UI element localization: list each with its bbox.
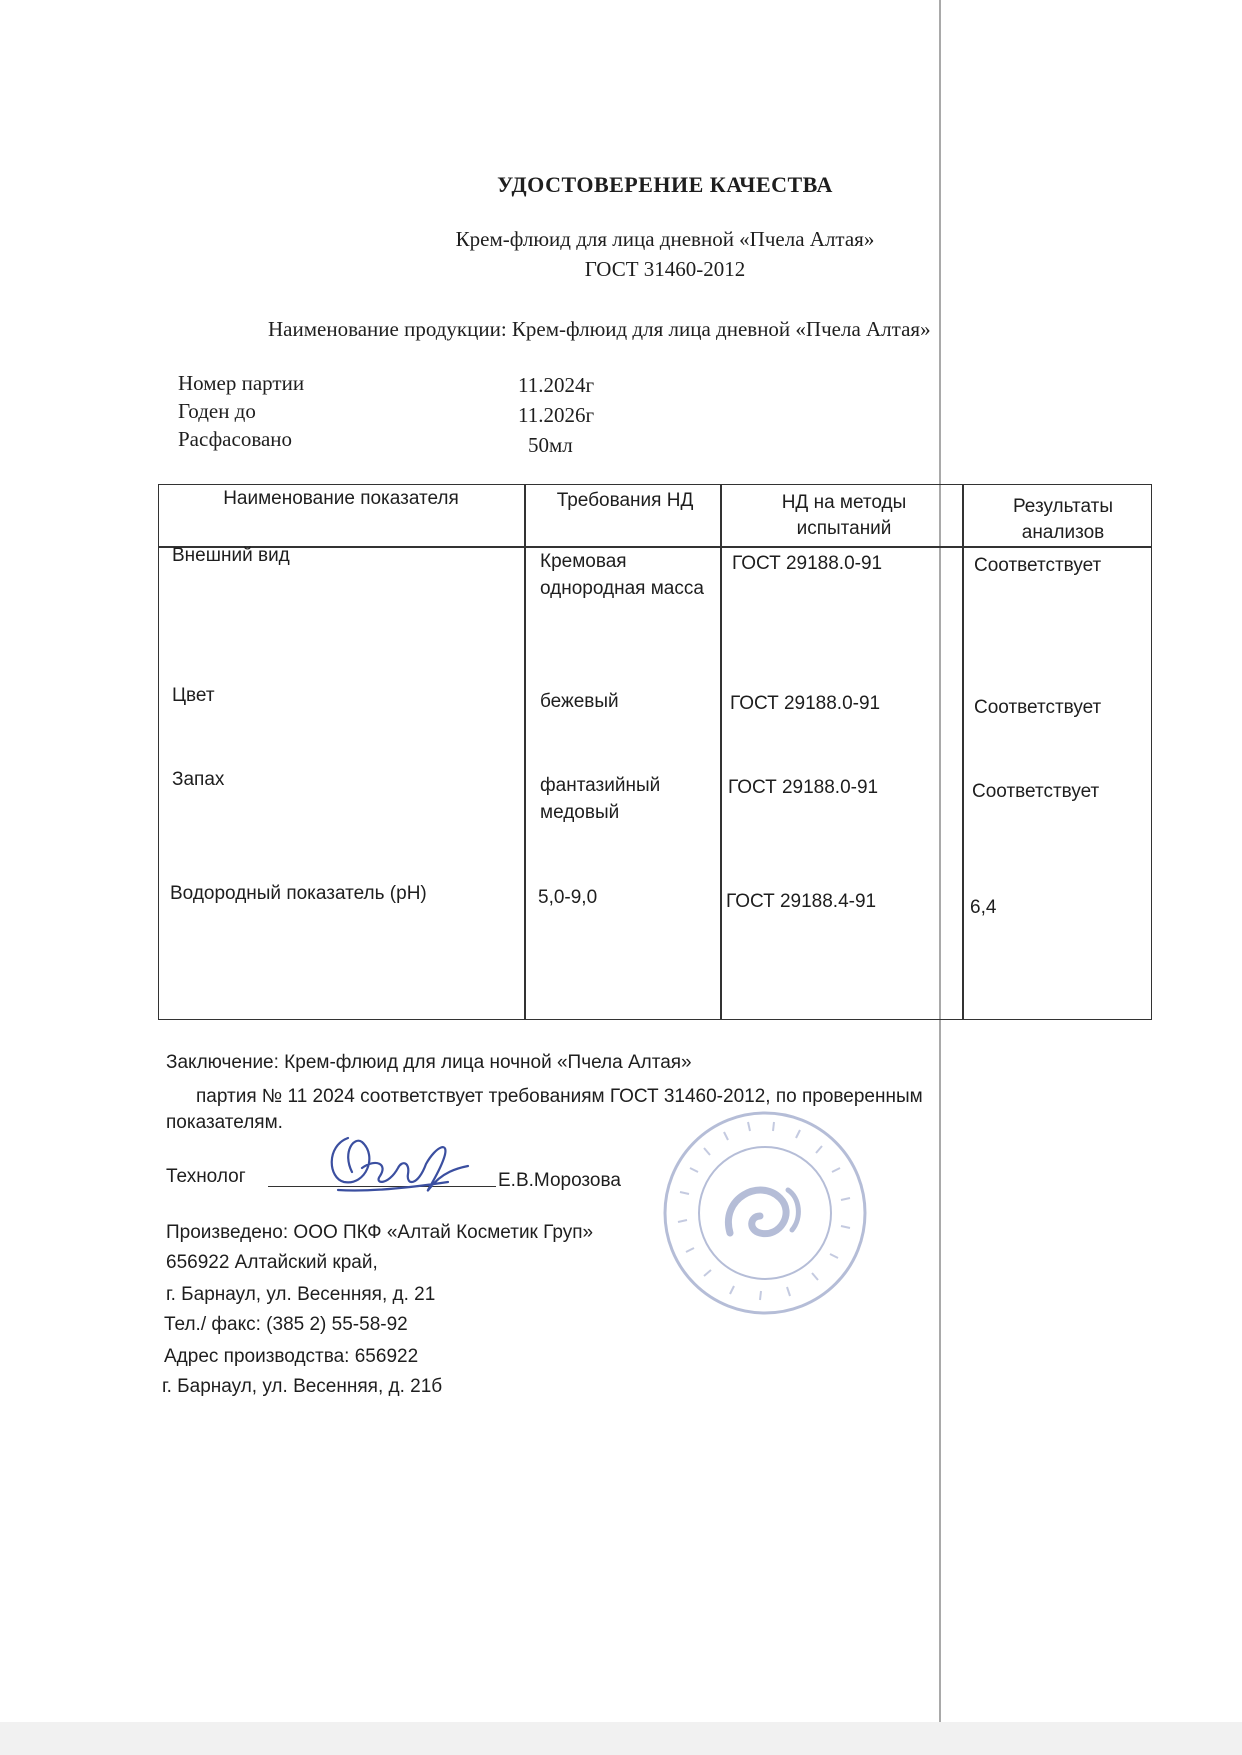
table-cell: ГОСТ 29188.0-91 bbox=[728, 777, 879, 798]
table-cell: Внешний вид bbox=[172, 545, 290, 566]
table-cell: бежевый bbox=[540, 691, 619, 712]
producer-line: Тел./ факс: (385 2) 55-58-92 bbox=[164, 1314, 408, 1335]
company-stamp bbox=[660, 1108, 870, 1318]
expiry-value: 11.2026г bbox=[518, 403, 595, 427]
table-header-cell: НД на методы испытаний bbox=[781, 492, 907, 539]
table-cell: Кремовая однородная масса bbox=[540, 551, 704, 599]
document-title: УДОСТОВЕРЕНИЕ КАЧЕСТВА bbox=[497, 172, 833, 197]
table-cell: 5,0-9,0 bbox=[538, 887, 598, 908]
expiry-label: Годен до bbox=[178, 399, 256, 423]
table-cell: Соответствует bbox=[974, 697, 1102, 718]
table-cell: Соответствует bbox=[974, 555, 1102, 576]
table-col-divider bbox=[524, 484, 526, 1020]
batch-number-label: Номер партии bbox=[178, 371, 305, 395]
table-cell: фантазийный медовый bbox=[540, 775, 661, 823]
conclusion-line: Заключение: Крем-флюид для лица ночной «Пчела Алтая» bbox=[166, 1052, 692, 1073]
signature-role: Технолог bbox=[166, 1166, 246, 1187]
table-cell: Соответствует bbox=[972, 781, 1100, 802]
table-cell: Водородный показатель (рН) bbox=[170, 883, 427, 904]
signature-name: Е.В.Морозова bbox=[498, 1170, 621, 1191]
table-col-divider bbox=[962, 484, 964, 1020]
table-cell: Цвет bbox=[172, 685, 215, 706]
table-cell: 6,4 bbox=[970, 897, 997, 918]
producer-line: г. Барнаул, ул. Весенняя, д. 21 bbox=[166, 1284, 436, 1305]
product-name-line: Наименование продукции: Крем-флюид для лица дневной «Пчела Алтая» bbox=[268, 317, 931, 341]
table-cell: ГОСТ 29188.4-91 bbox=[726, 891, 877, 912]
table-header-cell: Результаты анализов bbox=[1012, 496, 1114, 543]
producer-line: Произведено: ООО ПКФ «Алтай Косметик Груп» bbox=[166, 1222, 594, 1243]
producer-line: 656922 Алтайский край, bbox=[166, 1252, 378, 1273]
packaged-value: 50мл bbox=[528, 433, 573, 457]
table-cell: ГОСТ 29188.0-91 bbox=[730, 693, 881, 714]
table-cell: Запах bbox=[172, 769, 225, 790]
conclusion-line: показателям. bbox=[166, 1112, 283, 1133]
document-gost: ГОСТ 31460-2012 bbox=[584, 257, 746, 281]
conclusion-line: партия № 11 2024 соответствует требованиям ГОСТ 31460-2012, по проверенным bbox=[196, 1086, 923, 1107]
packaged-label: Расфасовано bbox=[178, 427, 293, 451]
producer-line: г. Барнаул, ул. Весенняя, д. 21б bbox=[162, 1376, 443, 1397]
handwritten-signature bbox=[318, 1128, 478, 1208]
batch-number-value: 11.2024г bbox=[518, 373, 595, 397]
producer-line: Адрес производства: 656922 bbox=[164, 1346, 419, 1367]
table-header-cell: Требования НД bbox=[556, 490, 694, 511]
document-subtitle: Крем-флюид для лица дневной «Пчела Алтая» bbox=[455, 227, 875, 251]
table-col-divider bbox=[720, 484, 722, 1020]
table-header-cell: Наименование показателя bbox=[223, 488, 459, 509]
table-cell: ГОСТ 29188.0-91 bbox=[732, 553, 883, 574]
scan-bottom-shade bbox=[0, 1722, 1242, 1755]
